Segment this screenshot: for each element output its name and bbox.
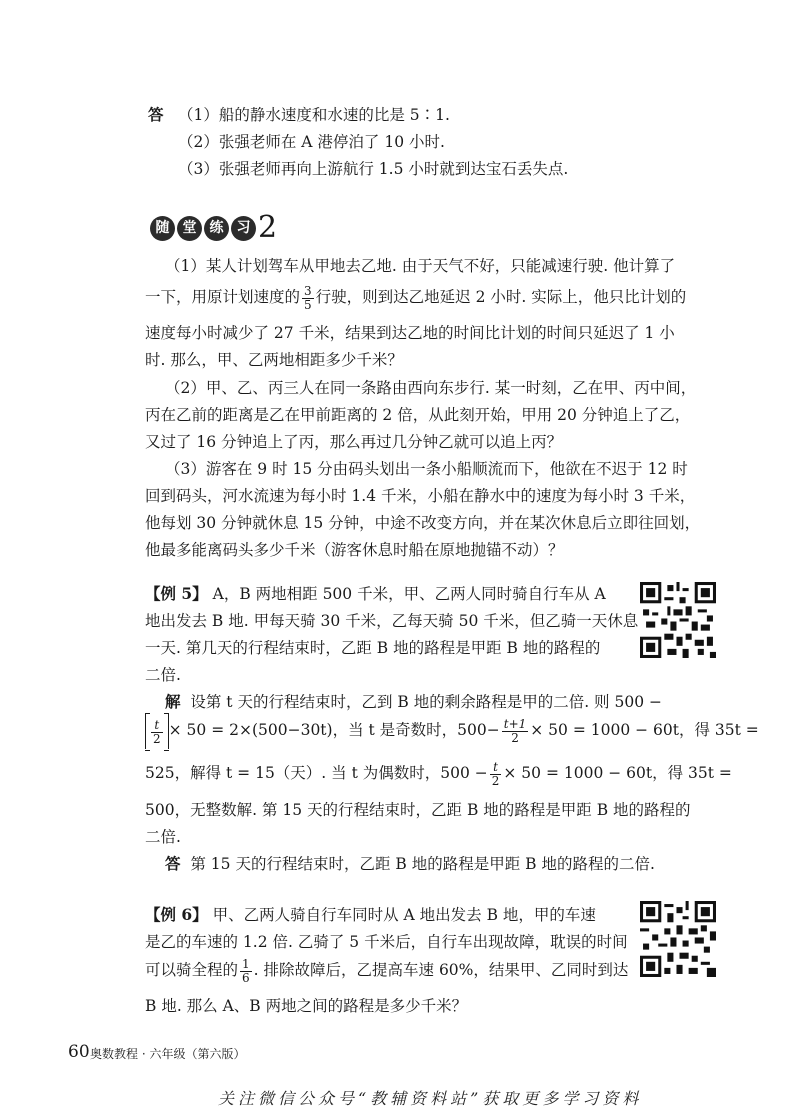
example-6-text-1: 甲、乙两人骑自行车同时从 A 地出发去 B 地，甲的车速 — [212, 906, 596, 924]
practice-1-line-2a: 一下，用原计划速度的 — [145, 288, 301, 306]
fraction-one-sixth — [240, 958, 252, 985]
solution-line-2 — [145, 712, 759, 749]
fraction-den: 2 — [511, 730, 519, 745]
example-5-line-1 — [145, 584, 606, 604]
solution-text-1: 设第 t 天的行程结束时，乙到 B 地的剩余路程是甲的二倍. 则 500 − — [190, 693, 662, 711]
solution-line-3 — [145, 758, 732, 788]
practice-1-line-1: （1）某人计划驾车从甲地去乙地. 由于天气不好，只能减速行驶. 他计算了 — [165, 257, 676, 275]
fraction-den: 2 — [153, 731, 161, 746]
example-6-text-3b: . 排除故障后，乙提高车速 60%，结果甲、乙同时到达 — [253, 961, 629, 979]
practice-1-line-3: 速度每小时减少了 27 千米，结果到达乙地的时间比计划的时间只延迟了 1 小 — [145, 324, 675, 342]
answer-line-1: （1）船的静水速度和水速的比是 5∶1. — [178, 106, 450, 124]
example-5-line-4: 二倍. — [145, 666, 181, 684]
example-5-line-3: 一天. 第几天的行程结束时，乙距 B 地的路程是甲距 B 地的路程的 — [145, 639, 601, 657]
answer-text-2: 第 15 天的行程结束时，乙距 B 地的路程是甲距 B 地的路程的二倍. — [190, 855, 655, 873]
solution-text-2b: × 50 = 1000 − 60t，得 35t = — [530, 721, 759, 739]
solution-line-5: 二倍. — [145, 828, 181, 846]
floor-bracket — [145, 713, 169, 749]
answer-label: 答 — [148, 105, 164, 124]
fraction-den: 6 — [242, 970, 250, 985]
answer-line-2: （2）张强老师在 A 港停泊了 10 小时. — [178, 133, 445, 151]
fraction-num: t — [490, 761, 502, 775]
solution-line-1 — [165, 692, 662, 712]
fraction-t-over-2-b — [490, 761, 502, 788]
example-6-line-1 — [145, 905, 596, 925]
practice-badge-1: 随 — [150, 216, 175, 241]
solution-text-3b: × 50 = 1000 − 60t，得 35t = — [503, 764, 732, 782]
fraction-num: t — [151, 719, 163, 733]
example-6-line-2: 是乙的车速的 1.2 倍. 乙骑了 5 千米后，自行车出现故障，耽误的时间 — [145, 933, 628, 951]
qr-code-example-5[interactable] — [640, 582, 716, 658]
solution-text-3a: 525，解得 t = 15（天）. 当 t 为偶数时，500 − — [145, 764, 488, 782]
practice-number: 2 — [258, 210, 278, 245]
solution-line-4: 500，无整数解. 第 15 天的行程结束时，乙距 B 地的路程是甲距 B 地的路程的 — [145, 801, 691, 819]
qr-code-example-6[interactable] — [640, 901, 716, 977]
practice-1-line-2 — [145, 282, 686, 312]
fraction-t-over-2 — [151, 719, 163, 746]
qr-code-icon — [640, 582, 716, 658]
example-6-line-3 — [145, 955, 628, 985]
page-number: 60 — [68, 1042, 90, 1062]
example-5-tag: 【例 5】 — [145, 584, 208, 603]
practice-3-line-4: 他最多能离码头多少千米（游客休息时船在原地抛锚不动）？ — [145, 541, 564, 559]
example-6-line-4: B 地. 那么 A、B 两地之间的路程是多少千米？ — [145, 997, 468, 1015]
practice-3-line-2: 回到码头，河水流速为每小时 1.4 千米，小船在静水中的速度为每小时 3 千米， — [145, 487, 696, 505]
answer-line-3: （3）张强老师再向上游航行 1.5 小时就到达宝石丢失点. — [178, 160, 569, 178]
solution-text-2a: × 50 = 2×(500−30t)，当 t 是奇数时，500− — [168, 721, 500, 739]
practice-2-line-3: 又过了 16 分钟追上了丙，那么再过几分钟乙就可以追上丙？ — [145, 433, 563, 451]
example-6-tag: 【例 6】 — [145, 905, 208, 924]
fraction-num: 1 — [242, 956, 250, 971]
solution-label: 解 — [165, 692, 181, 711]
qr-code-icon — [640, 901, 716, 977]
example-5-text-1: A，B 两地相距 500 千米，甲、乙两人同时骑自行车从 A — [212, 585, 606, 603]
practice-3-line-3: 他每划 30 分钟就休息 15 分钟，中途不改变方向，并在某次休息后立即往回划， — [145, 514, 701, 532]
practice-badge-4: 习 — [231, 216, 256, 241]
practice-2-line-2: 丙在乙前的距离是乙在甲前距离的 2 倍，从此刻开始，甲用 20 分钟追上了乙， — [145, 406, 691, 424]
practice-2-line-1: （2）甲、乙、丙三人在同一条路由西向东步行. 某一时刻，乙在甲、丙中间， — [165, 379, 697, 397]
fraction-num: 3 — [304, 283, 312, 298]
watermark: 关注微信公众号“教辅资料站”获取更多学习资料 — [218, 1089, 643, 1108]
practice-1-line-4: 时. 那么，甲、乙两地相距多少千米？ — [145, 351, 403, 369]
answer-label-2: 答 — [165, 854, 181, 873]
fraction-den: 5 — [304, 297, 312, 312]
example-5-answer — [165, 854, 655, 874]
fraction-den: 2 — [491, 773, 500, 788]
example-5-line-2: 地出发去 B 地. 甲每天骑 30 千米，乙每天骑 50 千米，但乙骑一天休息 — [145, 612, 639, 630]
practice-1-line-2b: 行驶，则到达乙地延迟 2 小时. 实际上，他只比计划的 — [315, 288, 687, 306]
practice-badge-3: 练 — [204, 216, 229, 241]
example-6-text-3a: 可以骑全程的 — [145, 961, 239, 979]
practice-badge-2: 堂 — [177, 216, 202, 241]
practice-3-line-1: （3）游客在 9 时 15 分由码头划出一条小船顺流而下，他欲在不迟于 12 时 — [165, 460, 688, 478]
fraction-t-plus-1-over-2 — [502, 718, 529, 745]
book-title: 奥数教程 · 六年级（第六版） — [90, 1047, 246, 1061]
fraction-num: t+1 — [503, 716, 527, 731]
fraction-three-fifths — [302, 285, 314, 312]
practice-header — [150, 212, 277, 243]
